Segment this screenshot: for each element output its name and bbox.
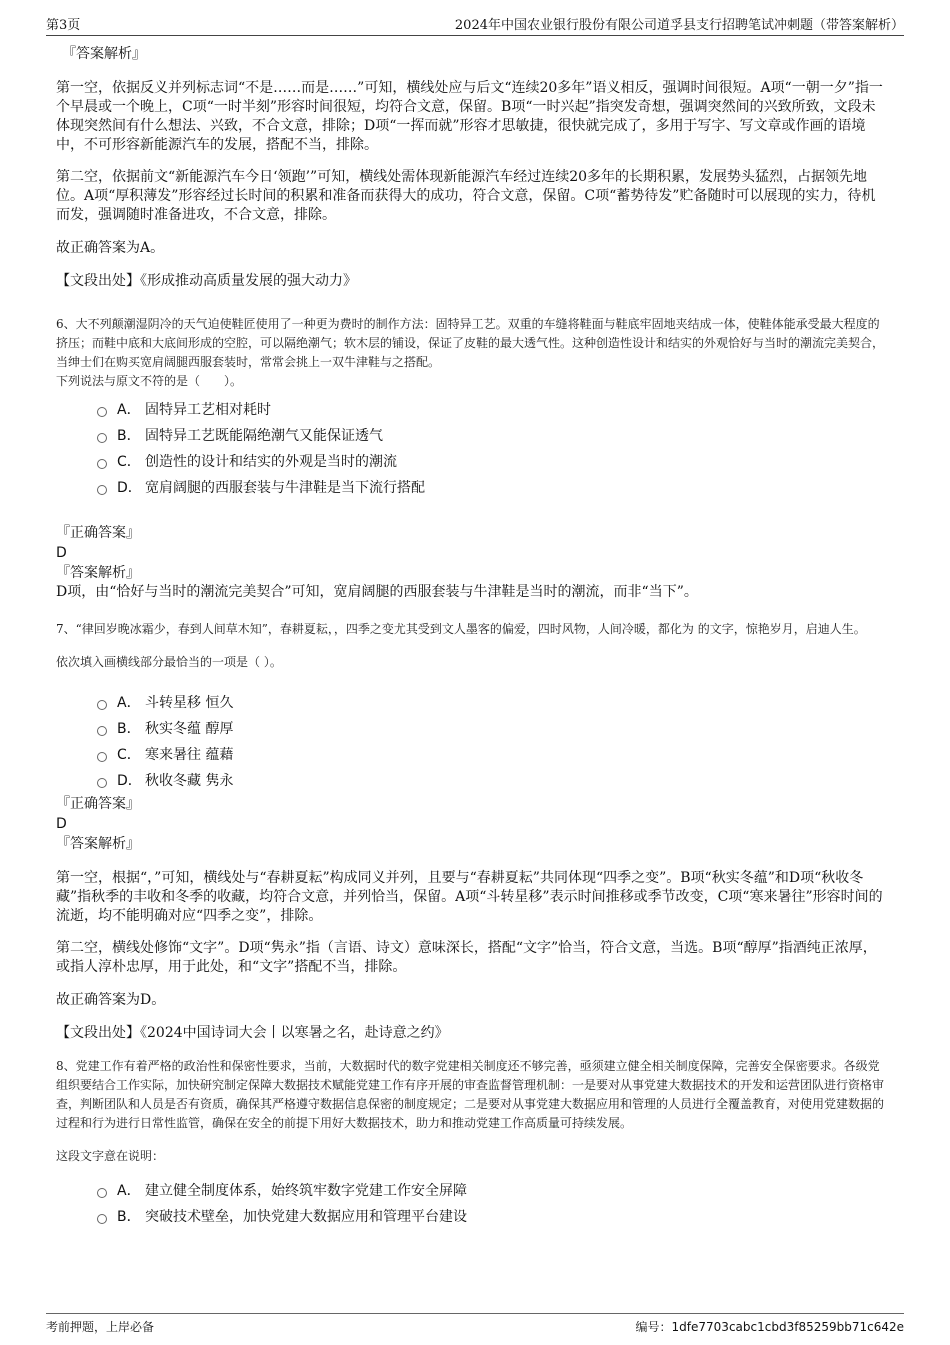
option-text: 斗转星移 恒久	[145, 695, 234, 711]
option-text: 秋收冬藏 隽永	[145, 773, 234, 789]
q7-option-d[interactable]	[56, 768, 888, 794]
option-letter: A．	[117, 402, 141, 418]
q6-correct-label: 『正确答案』	[56, 525, 140, 541]
q5-conclusion: 故正确答案为A。	[56, 240, 165, 256]
q5-analysis-p2: 第二空，依据前文“新能源汽车今日‘领跑’”可知，横线处需体现新能源汽车经过连续20多年的长期积累，发展势头猛烈，占据领先地位。A项“厚积薄发”形容经过长时间的积累和准备而获得大的成功，符合文意，保留。C项“蓄势待发”贮备随时可以展现的实力，待机而发，强调随时准备进攻，不合文意，排除。	[56, 169, 876, 223]
footer-slogan: 考前押题，上岸必备	[46, 1320, 155, 1334]
option-letter: C．	[117, 454, 141, 470]
radio-icon[interactable]	[97, 407, 107, 417]
q7-conclusion: 故正确答案为D。	[56, 992, 166, 1008]
option-letter: D．	[117, 773, 142, 789]
radio-icon[interactable]	[97, 1188, 107, 1198]
q7-analysis-p1: 第一空，根据“，”可知，横线处与“春耕夏耘”构成同义并列，且要与“春耕夏耘”共同体现“四季之变”。B项“秋实冬蕴”和D项“秋收冬藏”指秋季的丰收和冬季的收藏，均符合文意，并列恰当，保留。A项“斗转星移”表示时间推移或季节改变，C项“寒来暑往”形容时间的流逝，均不能明确对应“四季之变”，排除。	[56, 870, 883, 924]
page-footer	[46, 1313, 904, 1335]
radio-icon[interactable]	[97, 700, 107, 710]
q7-question-text: 7、“律回岁晚冰霜少，春到人间草木知”，春耕夏耘，，四季之变尤其受到文人墨客的偏爱，四时风物，人间冷暖，都化为 的文字，惊艳岁月，启迪人生。	[56, 622, 866, 636]
q6-option-d[interactable]	[56, 475, 888, 501]
q8-option-b[interactable]	[56, 1204, 888, 1230]
code-value: 1dfe7703cabc1cbd3f85259bb71c642e	[671, 1320, 904, 1334]
q7-answer: D	[56, 816, 67, 832]
q7-source: 【文段出处】《2024中国诗词大会丨以寒暑之名，赴诗意之约》	[56, 1025, 449, 1041]
q6-question-text: 6、大不列颠潮湿阴冷的天气迫使鞋匠使用了一种更为费时的制作方法：固特异工艺。双重的车缝将鞋面与鞋底牢固地夹结成一体，使鞋体能承受最大程度的挤压；而鞋中底和大底间形成的空腔，可以隔绝潮气；软木层的铺设，保证了皮鞋的最大透气性。这种创造性设计和结实的外观恰好与当时的潮流完美契合，当绅士们在购买宽肩阔腿西服套装时，常常会挑上一双牛津鞋与之搭配。	[56, 317, 885, 369]
option-letter: A．	[117, 695, 141, 711]
radio-icon[interactable]	[97, 752, 107, 762]
q7-correct-label: 『正确答案』	[56, 796, 140, 812]
option-letter: B．	[117, 721, 141, 737]
code-label: 编号：	[635, 1320, 672, 1334]
q8-prompt: 这段文字意在说明：	[56, 1149, 165, 1163]
q6-analysis-label: 『答案解析』	[56, 565, 140, 581]
q6-option-b[interactable]	[56, 423, 888, 449]
radio-icon[interactable]	[97, 485, 107, 495]
option-text: 建立健全制度体系，始终筑牢数字党建工作安全屏障	[145, 1183, 467, 1199]
q5-source: 【文段出处】《形成推动高质量发展的强大动力》	[56, 273, 357, 289]
document-code	[636, 1318, 904, 1335]
radio-icon[interactable]	[97, 459, 107, 469]
option-letter: D．	[117, 480, 142, 496]
q6-answer: D	[56, 545, 67, 561]
radio-icon[interactable]	[97, 433, 107, 443]
radio-icon[interactable]	[97, 778, 107, 788]
option-text: 创造性的设计和结实的外观是当时的潮流	[145, 454, 397, 470]
document-body	[56, 44, 888, 1230]
option-text: 固特异工艺既能隔绝潮气又能保证透气	[145, 428, 383, 444]
q8-option-a[interactable]	[56, 1178, 888, 1204]
q7-prompt: 依次填入画横线部分最恰当的一项是（ ）。	[56, 655, 282, 669]
q6-prompt: 下列说法与原文不符的是（ ）。	[56, 374, 243, 388]
radio-icon[interactable]	[97, 1214, 107, 1224]
q7-analysis-label: 『答案解析』	[56, 836, 140, 852]
q6-analysis: D项，由“恰好与当时的潮流完美契合”可知，宽肩阔腿的西服套装与牛津鞋是当时的潮流，而非“当下”。	[56, 584, 698, 600]
option-letter: A．	[117, 1183, 141, 1199]
option-letter: B．	[117, 1209, 141, 1225]
q5-analysis-label: 『答案解析』	[62, 46, 146, 62]
option-text: 宽肩阔腿的西服套装与牛津鞋是当下流行搭配	[145, 480, 425, 496]
q7-option-b[interactable]	[56, 716, 888, 742]
q7-options	[56, 690, 888, 794]
q6-option-c[interactable]	[56, 449, 888, 475]
option-text: 突破技术壁垒，加快党建大数据应用和管理平台建设	[145, 1209, 467, 1225]
page-number: 第3页	[46, 18, 81, 33]
q6-options	[56, 397, 888, 501]
page-header	[46, 13, 904, 36]
q6-option-a[interactable]	[56, 397, 888, 423]
radio-icon[interactable]	[97, 726, 107, 736]
document-title: 2024年中国农业银行股份有限公司道孚县支行招聘笔试冲刺题（带答案解析）	[454, 18, 904, 33]
option-text: 固特异工艺相对耗时	[145, 402, 271, 418]
option-letter: C．	[117, 747, 141, 763]
option-text: 秋实冬蕴 醇厚	[145, 721, 234, 737]
q7-option-c[interactable]	[56, 742, 888, 768]
option-text: 寒来暑往 蕴藉	[145, 747, 234, 763]
q8-options	[56, 1178, 888, 1230]
q7-option-a[interactable]	[56, 690, 888, 716]
q8-question-text: 8、党建工作有着严格的政治性和保密性要求，当前，大数据时代的数字党建相关制度还不够完善，亟须建立健全相关制度保障，完善安全保密要求。各级党组织要结合工作实际，加快研究制定保障大数据技术赋能党建工作有序开展的审查监督管理机制：一是要对从事党建大数据技术的开发和运营团队进行资格审查，判断团队和人员是否有资质，确保其严格遵守数据信息保密的制度规定；二是要对从事党建大数据应用和管理的人员进行全覆盖教育，对使用党建数据的过程和行为进行日常性监管，确保在安全的前提下用好大数据技术，助力和推动党建工作高质量可持续发展。	[56, 1059, 885, 1130]
q5-analysis-p1: 第一空，依据反义并列标志词“不是……而是……”可知，横线处应与后文“连续20多年”语义相反，强调时间很短。A项“一朝一夕”指一个早晨或一个晚上，C项“一时半刻”形容时间很短，均符合文意，保留。B项“一时兴起”指突发奇想，强调突然间的兴致所致，文段未体现突然间有什么想法、兴致，不合文意，排除；D项“一挥而就”形容才思敏捷，很快就完成了，多用于写字、写文章或作画的语境中，不可形容新能源汽车的发展，搭配不当，排除。	[56, 80, 883, 153]
option-letter: B．	[117, 428, 141, 444]
q7-analysis-p2: 第二空，横线处修饰“文字”。D项“隽永”指（言语、诗文）意味深长，搭配“文字”恰当，符合文意，当选。B项“醇厚”指酒纯正浓厚，或指人淳朴忠厚，用于此处，和“文字”搭配不当，排除。	[56, 940, 877, 975]
